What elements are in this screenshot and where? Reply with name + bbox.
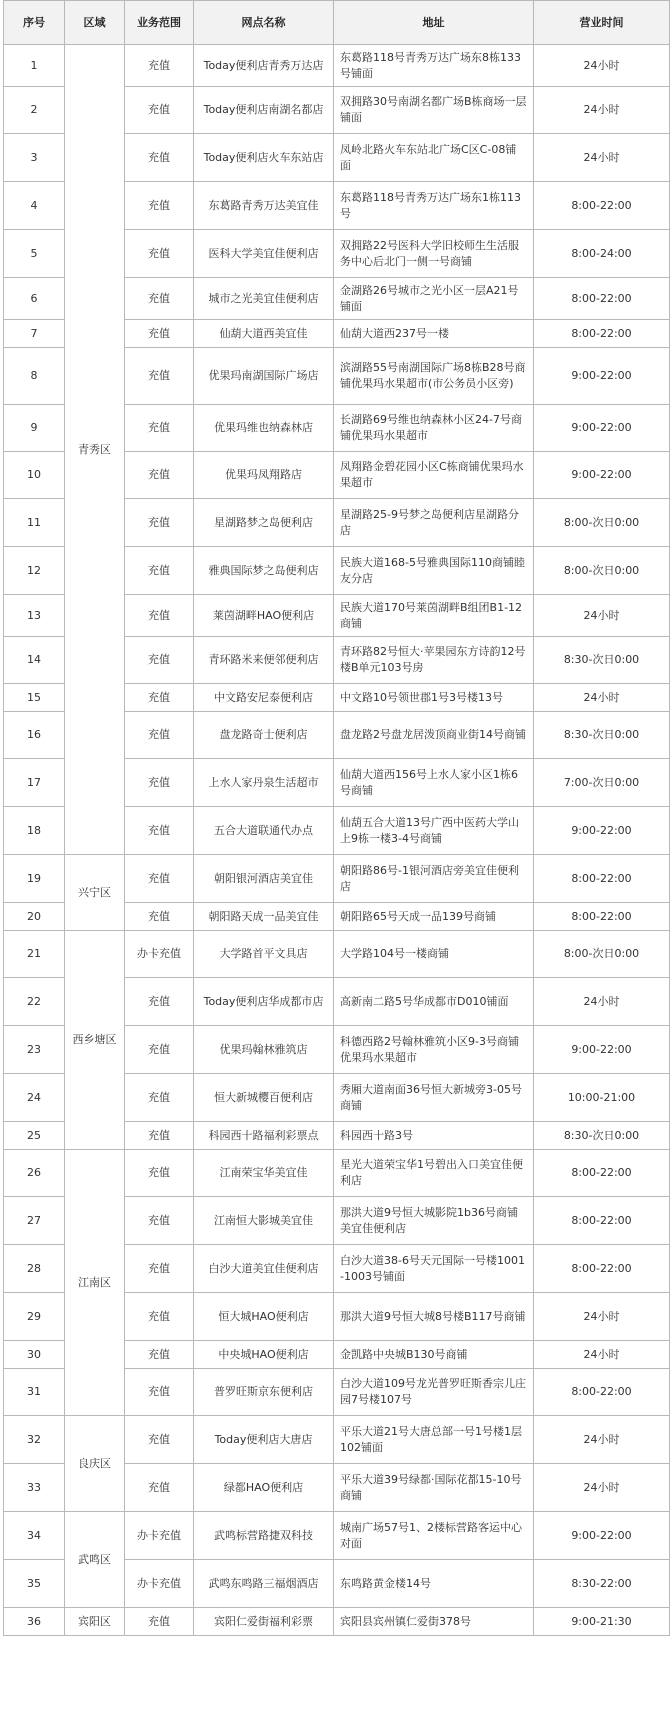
cell-business-scope: 充值: [125, 637, 194, 684]
cell-district: 良庆区: [65, 1416, 125, 1512]
cell-no: 25: [4, 1122, 65, 1150]
cell-business-scope: 充值: [125, 1464, 194, 1512]
cell-address: 盘龙路2号盘龙居泼顶商业街14号商铺: [334, 712, 534, 759]
cell-hours: 24小时: [534, 1293, 670, 1341]
cell-outlet-name: 雅典国际梦之岛便利店: [194, 547, 334, 595]
cell-address: 平乐大道21号大唐总部一号1号楼1层102铺面: [334, 1416, 534, 1464]
outlet-table: [3, 0, 670, 1636]
cell-business-scope: 充值: [125, 499, 194, 547]
cell-business-scope: 充值: [125, 1608, 194, 1636]
cell-address: 金湖路26号城市之光小区一层A21号铺面: [334, 278, 534, 320]
cell-no: 31: [4, 1369, 65, 1416]
cell-address: 秀厢大道南面36号恒大新城旁3-05号商铺: [334, 1074, 534, 1122]
table-row: [4, 1512, 670, 1560]
cell-address: 那洪大道9号恒大城8号楼B117号商铺: [334, 1293, 534, 1341]
cell-business-scope: 充值: [125, 87, 194, 134]
cell-no: 34: [4, 1512, 65, 1560]
cell-outlet-name: Today便利店华成都市店: [194, 978, 334, 1026]
cell-outlet-name: 盘龙路奇士便利店: [194, 712, 334, 759]
cell-business-scope: 充值: [125, 978, 194, 1026]
cell-outlet-name: 恒大新城樱百便利店: [194, 1074, 334, 1122]
cell-hours: 8:30-次日0:00: [534, 637, 670, 684]
cell-no: 10: [4, 452, 65, 499]
cell-hours: 7:00-次日0:00: [534, 759, 670, 807]
cell-outlet-name: 东葛路青秀万达美宜佳: [194, 182, 334, 230]
cell-no: 13: [4, 595, 65, 637]
table-row: [4, 931, 670, 978]
cell-outlet-name: 优果玛凤翔路店: [194, 452, 334, 499]
header-hours: 营业时间: [534, 1, 670, 45]
cell-no: 15: [4, 684, 65, 712]
cell-address: 朝阳路65号天成一品139号商铺: [334, 903, 534, 931]
cell-no: 12: [4, 547, 65, 595]
cell-hours: 9:00-22:00: [534, 1026, 670, 1074]
cell-outlet-name: 优果玛维也纳森林店: [194, 405, 334, 452]
cell-no: 21: [4, 931, 65, 978]
cell-hours: 24小时: [534, 1464, 670, 1512]
cell-hours: 8:00-22:00: [534, 278, 670, 320]
cell-outlet-name: 大学路首平文具店: [194, 931, 334, 978]
cell-no: 4: [4, 182, 65, 230]
cell-outlet-name: 普罗旺斯京东便利店: [194, 1369, 334, 1416]
cell-business-scope: 充值: [125, 1416, 194, 1464]
cell-outlet-name: 武鸣东鸣路三福烟酒店: [194, 1560, 334, 1608]
cell-address: 中文路10号领世郡1号3号楼13号: [334, 684, 534, 712]
cell-outlet-name: 武鸣标营路捷双科技: [194, 1512, 334, 1560]
cell-hours: 8:30-次日0:00: [534, 1122, 670, 1150]
cell-district: 武鸣区: [65, 1512, 125, 1608]
cell-business-scope: 充值: [125, 405, 194, 452]
cell-outlet-name: 科园西十路福利彩票点: [194, 1122, 334, 1150]
cell-outlet-name: Today便利店火车东站店: [194, 134, 334, 182]
cell-address: 那洪大道9号恒大城影院1b36号商铺美宜佳便利店: [334, 1197, 534, 1245]
cell-hours: 8:30-次日0:00: [534, 712, 670, 759]
cell-hours: 24小时: [534, 595, 670, 637]
cell-outlet-name: 城市之光美宜佳便利店: [194, 278, 334, 320]
cell-address: 星湖路25-9号梦之岛便利店星湖路分店: [334, 499, 534, 547]
header-business-scope: 业务范围: [125, 1, 194, 45]
cell-business-scope: 充值: [125, 45, 194, 87]
cell-no: 23: [4, 1026, 65, 1074]
cell-hours: 24小时: [534, 134, 670, 182]
table-row: [4, 1416, 670, 1464]
cell-hours: 24小时: [534, 978, 670, 1026]
cell-no: 30: [4, 1341, 65, 1369]
cell-address: 东鸣路黄金楼14号: [334, 1560, 534, 1608]
cell-hours: 24小时: [534, 45, 670, 87]
cell-hours: 8:00-24:00: [534, 230, 670, 278]
cell-hours: 8:00-22:00: [534, 320, 670, 348]
cell-outlet-name: 五合大道联通代办点: [194, 807, 334, 855]
header-address: 地址: [334, 1, 534, 45]
cell-no: 2: [4, 87, 65, 134]
cell-business-scope: 充值: [125, 1245, 194, 1293]
cell-no: 28: [4, 1245, 65, 1293]
cell-address: 仙葫大道西156号上水人家小区1栋6号商铺: [334, 759, 534, 807]
cell-no: 17: [4, 759, 65, 807]
cell-outlet-name: Today便利店南湖名都店: [194, 87, 334, 134]
cell-address: 凤岭北路火车东站北广场C区C-08铺面: [334, 134, 534, 182]
cell-no: 32: [4, 1416, 65, 1464]
cell-business-scope: 充值: [125, 348, 194, 405]
cell-district: 青秀区: [65, 45, 125, 855]
cell-hours: 8:00-22:00: [534, 1369, 670, 1416]
cell-no: 3: [4, 134, 65, 182]
cell-business-scope: 充值: [125, 1197, 194, 1245]
cell-outlet-name: 仙葫大道西美宜佳: [194, 320, 334, 348]
cell-address: 青环路82号恒大·苹果园东方诗韵12号楼B单元103号房: [334, 637, 534, 684]
cell-no: 11: [4, 499, 65, 547]
cell-business-scope: 充值: [125, 1369, 194, 1416]
cell-business-scope: 充值: [125, 807, 194, 855]
cell-business-scope: 充值: [125, 1341, 194, 1369]
cell-hours: 9:00-22:00: [534, 807, 670, 855]
cell-business-scope: 充值: [125, 595, 194, 637]
cell-business-scope: 办卡充值: [125, 1560, 194, 1608]
cell-address: 双拥路22号医科大学旧校师生生活服务中心后北门一侧一号商铺: [334, 230, 534, 278]
cell-no: 16: [4, 712, 65, 759]
cell-address: 城南广场57号1、2楼标营路客运中心对面: [334, 1512, 534, 1560]
cell-business-scope: 充值: [125, 684, 194, 712]
cell-no: 29: [4, 1293, 65, 1341]
cell-address: 民族大道168-5号雅典国际110商铺睦友分店: [334, 547, 534, 595]
cell-outlet-name: 莱茵湖畔HAO便利店: [194, 595, 334, 637]
cell-business-scope: 充值: [125, 1150, 194, 1197]
cell-business-scope: 充值: [125, 320, 194, 348]
cell-business-scope: 充值: [125, 134, 194, 182]
cell-outlet-name: Today便利店大唐店: [194, 1416, 334, 1464]
cell-hours: 9:00-22:00: [534, 405, 670, 452]
cell-outlet-name: 星湖路梦之岛便利店: [194, 499, 334, 547]
cell-address: 朝阳路86号-1银河酒店旁美宜佳便利店: [334, 855, 534, 903]
cell-outlet-name: 宾阳仁爱街福利彩票: [194, 1608, 334, 1636]
cell-outlet-name: 青环路米来便邻便利店: [194, 637, 334, 684]
cell-no: 1: [4, 45, 65, 87]
cell-hours: 24小时: [534, 1341, 670, 1369]
cell-no: 8: [4, 348, 65, 405]
cell-business-scope: 办卡充值: [125, 931, 194, 978]
table-row: [4, 855, 670, 903]
cell-address: 大学路104号一楼商铺: [334, 931, 534, 978]
cell-address: 平乐大道39号绿都·国际花都15-10号商铺: [334, 1464, 534, 1512]
cell-business-scope: 充值: [125, 452, 194, 499]
cell-address: 仙葫五合大道13号广西中医药大学山上9栋一楼3-4号商铺: [334, 807, 534, 855]
cell-address: 高新南二路5号华成都市D010铺面: [334, 978, 534, 1026]
cell-hours: 8:30-22:00: [534, 1560, 670, 1608]
cell-business-scope: 充值: [125, 712, 194, 759]
cell-no: 6: [4, 278, 65, 320]
cell-district: 宾阳区: [65, 1608, 125, 1636]
cell-no: 19: [4, 855, 65, 903]
header-district: 区域: [65, 1, 125, 45]
cell-outlet-name: 医科大学美宜佳便利店: [194, 230, 334, 278]
cell-outlet-name: 白沙大道美宜佳便利店: [194, 1245, 334, 1293]
cell-address: 科园西十路3号: [334, 1122, 534, 1150]
cell-hours: 8:00-次日0:00: [534, 931, 670, 978]
table-row: [4, 45, 670, 87]
cell-hours: 8:00-22:00: [534, 1150, 670, 1197]
cell-hours: 8:00-次日0:00: [534, 547, 670, 595]
cell-address: 星光大道荣宝华1号碧出入口美宜佳便利店: [334, 1150, 534, 1197]
cell-address: 东葛路118号青秀万达广场东1栋113号: [334, 182, 534, 230]
cell-outlet-name: 上水人家丹泉生活超市: [194, 759, 334, 807]
cell-address: 民族大道170号莱茵湖畔B组团B1-12商铺: [334, 595, 534, 637]
cell-outlet-name: 朝阳路天成一品美宜佳: [194, 903, 334, 931]
cell-business-scope: 充值: [125, 1293, 194, 1341]
cell-address: 白沙大道38-6号天元国际一号楼1001-1003号铺面: [334, 1245, 534, 1293]
cell-no: 26: [4, 1150, 65, 1197]
cell-address: 滨湖路55号南湖国际广场8栋B28号商铺优果玛水果超市(市公务员小区旁): [334, 348, 534, 405]
cell-business-scope: 充值: [125, 547, 194, 595]
table-body: [4, 45, 670, 1636]
cell-hours: 8:00-22:00: [534, 903, 670, 931]
cell-no: 33: [4, 1464, 65, 1512]
cell-no: 14: [4, 637, 65, 684]
cell-outlet-name: 中文路安尼泰便利店: [194, 684, 334, 712]
cell-hours: 8:00-22:00: [534, 182, 670, 230]
cell-no: 35: [4, 1560, 65, 1608]
cell-no: 20: [4, 903, 65, 931]
cell-address: 科德西路2号翰林雅筑小区9-3号商铺优果玛水果超市: [334, 1026, 534, 1074]
cell-hours: 8:00-22:00: [534, 855, 670, 903]
cell-outlet-name: 优果玛翰林雅筑店: [194, 1026, 334, 1074]
cell-outlet-name: 恒大城HAO便利店: [194, 1293, 334, 1341]
header-no: 序号: [4, 1, 65, 45]
cell-no: 36: [4, 1608, 65, 1636]
cell-business-scope: 充值: [125, 230, 194, 278]
cell-business-scope: 充值: [125, 1122, 194, 1150]
cell-address: 双拥路30号南湖名都广场B栋商场一层铺面: [334, 87, 534, 134]
cell-business-scope: 充值: [125, 1074, 194, 1122]
cell-no: 9: [4, 405, 65, 452]
cell-no: 7: [4, 320, 65, 348]
cell-business-scope: 充值: [125, 759, 194, 807]
cell-outlet-name: 朝阳银河酒店美宜佳: [194, 855, 334, 903]
cell-no: 22: [4, 978, 65, 1026]
cell-no: 5: [4, 230, 65, 278]
cell-hours: 8:00-22:00: [534, 1245, 670, 1293]
header-outlet-name: 网点名称: [194, 1, 334, 45]
cell-hours: 8:00-22:00: [534, 1197, 670, 1245]
cell-business-scope: 充值: [125, 903, 194, 931]
cell-outlet-name: 江南荣宝华美宜佳: [194, 1150, 334, 1197]
cell-outlet-name: 江南恒大影城美宜佳: [194, 1197, 334, 1245]
cell-hours: 9:00-22:00: [534, 348, 670, 405]
cell-business-scope: 充值: [125, 855, 194, 903]
cell-address: 金凯路中央城B130号商铺: [334, 1341, 534, 1369]
cell-hours: 24小时: [534, 87, 670, 134]
cell-business-scope: 办卡充值: [125, 1512, 194, 1560]
cell-business-scope: 充值: [125, 182, 194, 230]
table-row: [4, 1608, 670, 1636]
cell-business-scope: 充值: [125, 1026, 194, 1074]
cell-hours: 9:00-22:00: [534, 452, 670, 499]
cell-district: 西乡塘区: [65, 931, 125, 1150]
cell-address: 仙葫大道西237号一楼: [334, 320, 534, 348]
cell-hours: 10:00-21:00: [534, 1074, 670, 1122]
cell-no: 24: [4, 1074, 65, 1122]
cell-district: 江南区: [65, 1150, 125, 1416]
cell-outlet-name: 中央城HAO便利店: [194, 1341, 334, 1369]
cell-hours: 8:00-次日0:00: [534, 499, 670, 547]
header-row: [4, 1, 670, 45]
cell-outlet-name: 绿都HAO便利店: [194, 1464, 334, 1512]
table-row: [4, 1150, 670, 1197]
cell-no: 27: [4, 1197, 65, 1245]
cell-hours: 24小时: [534, 1416, 670, 1464]
cell-outlet-name: Today便利店青秀万达店: [194, 45, 334, 87]
cell-address: 白沙大道109号龙光普罗旺斯香宗儿庄园7号楼107号: [334, 1369, 534, 1416]
cell-hours: 24小时: [534, 684, 670, 712]
cell-business-scope: 充值: [125, 278, 194, 320]
cell-outlet-name: 优果玛南湖国际广场店: [194, 348, 334, 405]
cell-address: 宾阳县宾州镇仁爱街378号: [334, 1608, 534, 1636]
cell-address: 长湖路69号维也纳森林小区24-7号商铺优果玛水果超市: [334, 405, 534, 452]
cell-hours: 9:00-22:00: [534, 1512, 670, 1560]
cell-address: 东葛路118号青秀万达广场东8栋133号铺面: [334, 45, 534, 87]
cell-no: 18: [4, 807, 65, 855]
cell-district: 兴宁区: [65, 855, 125, 931]
cell-address: 凤翔路金碧花园小区C栋商铺优果玛水果超市: [334, 452, 534, 499]
cell-hours: 9:00-21:30: [534, 1608, 670, 1636]
